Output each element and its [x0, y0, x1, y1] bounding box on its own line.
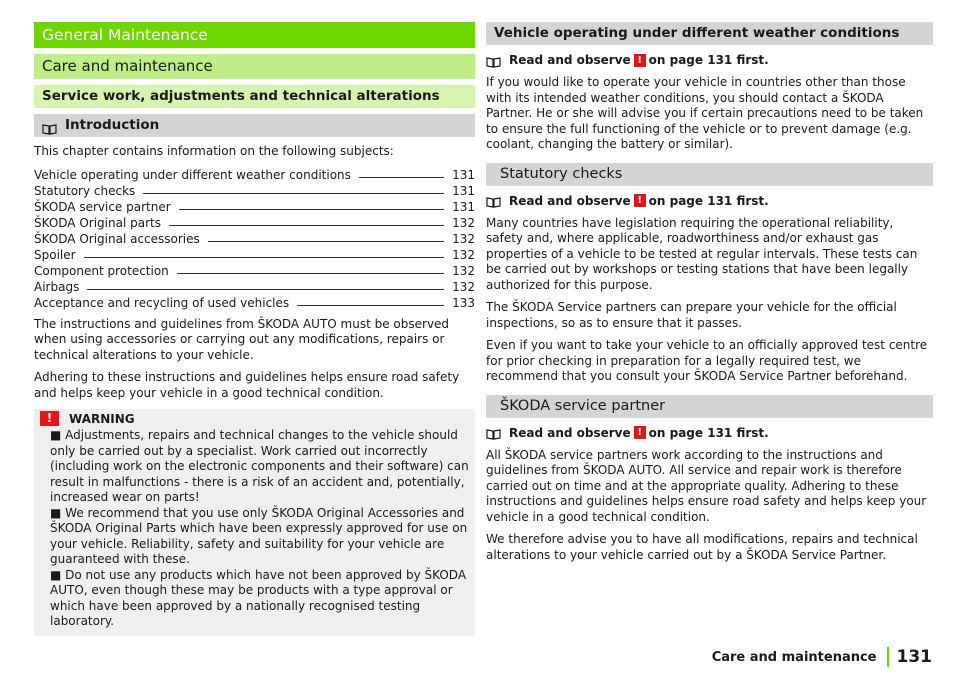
- section-header-service-partner: ŠKODA service partner: [486, 395, 933, 418]
- toc-item[interactable]: Statutory checks 131: [34, 183, 475, 198]
- section-title: Care and maintenance: [34, 54, 475, 79]
- section-header-weather: Vehicle operating under different weather conditions: [486, 22, 933, 45]
- body-paragraph: Adhering to these instructions and guidelines helps ensure road safety and helps keep your vehicle in a good technical condition.: [34, 370, 460, 400]
- book-icon: [486, 195, 501, 206]
- body-paragraph: Many countries have legislation requiring the operational reliability, safety and, where applicable, roadworthiness and/or exhaust gas properties of a vehicle to be tested at regular intervals. These tests can be carried out by workshops or testing stations that have been legally authorized for this purpose.: [486, 215, 918, 292]
- warning-item: ■ Adjustments, repairs and technical changes to the vehicle should only be carried out by a specialist. Work carried out incorrectly (including work on the electronic components and their software) can result in malfunctions - there is a risk of an accident and, potentially, increased wear on parts!: [50, 428, 469, 504]
- subsection-title: Service work, adjustments and technical alterations: [34, 85, 475, 108]
- body-paragraph: All ŠKODA service partners work according to the instructions and guidelines from ŠKODA AUTO. All service and repair work is therefore carried out on time and at the appropriate quality. Adhering to these instructions and guidelines helps ensure road safety and helps keep your vehicle in a good technical condition.: [486, 447, 927, 524]
- read-observe-ref: Read and observe ! on page 131 first.: [486, 192, 933, 210]
- page-number: 131: [887, 647, 933, 667]
- toc-item[interactable]: Vehicle operating under different weather conditions 131: [34, 167, 475, 182]
- introduction-header: [34, 114, 475, 137]
- toc-item[interactable]: Acceptance and recycling of used vehicles 133: [34, 295, 475, 310]
- read-observe-ref: Read and observe ! on page 131 first.: [486, 51, 933, 69]
- warning-icon[interactable]: !: [634, 426, 646, 439]
- table-of-contents: [34, 166, 475, 310]
- chapter-title: General Maintenance: [34, 22, 475, 48]
- body-paragraph: If you would like to operate your vehicle in countries other than those with its intended weather conditions, you should contact a ŠKODA Partner. He or she will advise you if certain precautions need to be taken to ensure the full functioning of the vehicle or to prevent damage (e.g. coolant, changing the battery or similar).: [486, 75, 924, 151]
- introduction-label: Introduction: [65, 117, 160, 133]
- left-column: [34, 22, 475, 636]
- toc-item[interactable]: ŠKODA service partner 131: [34, 199, 475, 214]
- body-paragraph: The ŠKODA Service partners can prepare your vehicle for the official inspections, so as to ensure that it passes.: [486, 300, 897, 330]
- warning-item: ■ We recommend that you use only ŠKODA Original Accessories and ŠKODA Original Parts which have been expressly approved for use on your vehicle. Reliability, safety and suitability for your vehicle are guaranteed with these.: [50, 505, 468, 566]
- warning-icon[interactable]: !: [634, 194, 646, 207]
- warning-item: ■ Do not use any products which have not been approved by ŠKODA AUTO, even though these may be products with a type approval or which have been approved by a nationally recognised testing laboratory.: [50, 567, 467, 628]
- right-column: [486, 22, 933, 563]
- toc-item[interactable]: ŠKODA Original accessories 132: [34, 231, 475, 246]
- read-observe-ref: Read and observe ! on page 131 first.: [486, 424, 933, 442]
- body-paragraph: The instructions and guidelines from ŠKODA AUTO must be observed when using accessories or carrying out any modifications, repairs or technical alterations to your vehicle.: [34, 316, 450, 362]
- warning-box: [34, 409, 475, 636]
- footer-chapter-label: Care and maintenance: [711, 649, 877, 665]
- book-icon: [486, 427, 501, 438]
- toc-item[interactable]: ŠKODA Original parts 132: [34, 215, 475, 230]
- body-paragraph: We therefore advise you to have all modifications, repairs and technical alterations to your vehicle carried out by a ŠKODA Service Partner.: [486, 532, 918, 562]
- toc-item[interactable]: Airbags 132: [34, 279, 475, 294]
- section-header-statutory: Statutory checks: [486, 163, 933, 186]
- intro-text: This chapter contains information on the following subjects:: [34, 144, 394, 158]
- toc-item[interactable]: Component protection 132: [34, 263, 475, 278]
- page-footer: [712, 647, 932, 667]
- warning-label: WARNING: [69, 411, 135, 426]
- warning-icon: !: [40, 411, 59, 426]
- toc-item[interactable]: Spoiler 132: [34, 247, 475, 262]
- body-paragraph: Even if you want to take your vehicle to an officially approved test centre for prior checking in preparation for a legally required test, we recommend that you consult your ŠKODA Service Partner beforehand.: [486, 338, 928, 383]
- book-icon: [42, 120, 57, 131]
- book-icon: [486, 55, 501, 66]
- warning-icon[interactable]: !: [634, 54, 646, 67]
